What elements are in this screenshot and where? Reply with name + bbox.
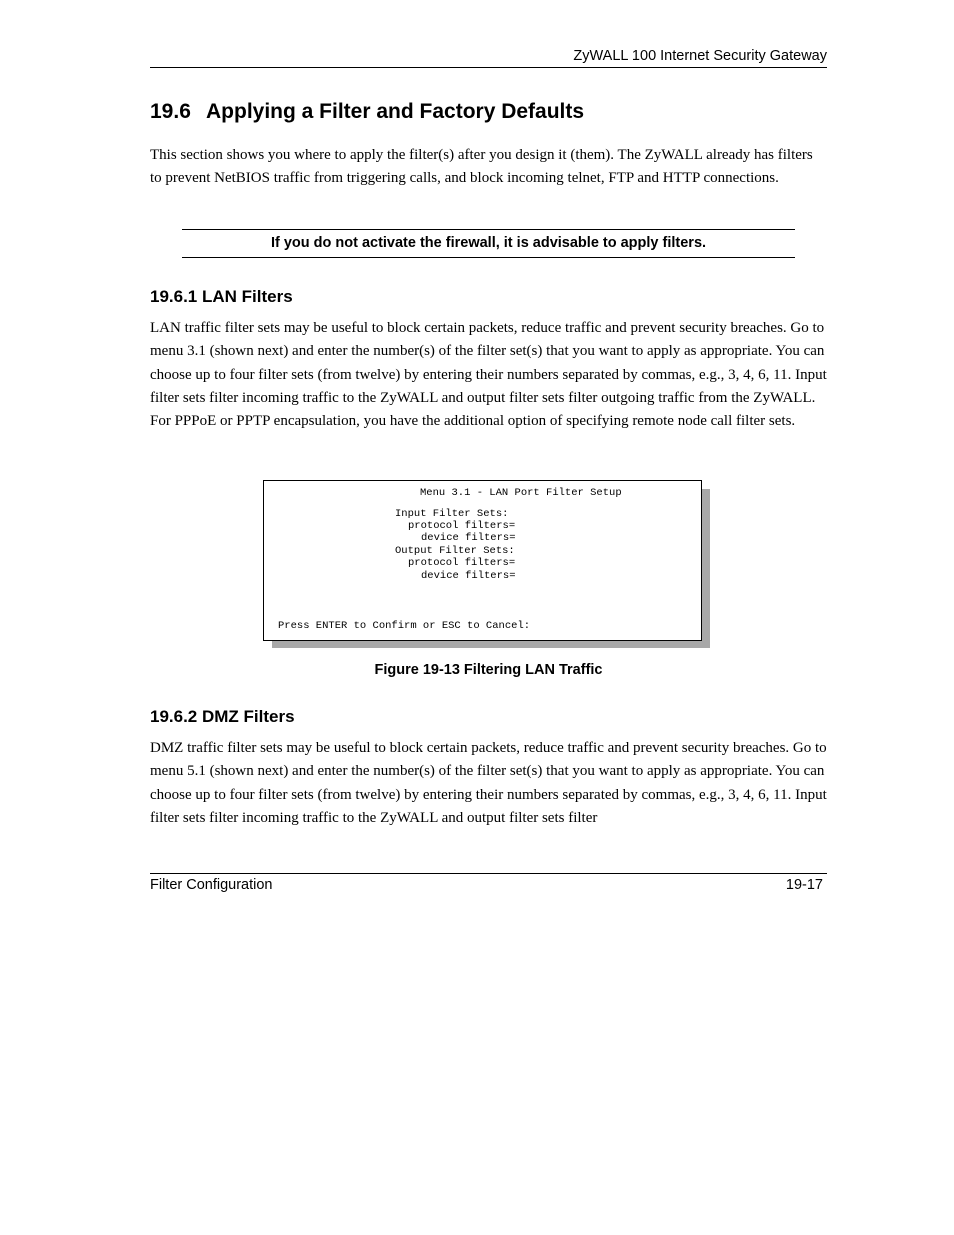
- terminal-title: Menu 3.1 - LAN Port Filter Setup: [420, 487, 622, 499]
- lan-heading: 19.6.1 LAN Filters: [150, 287, 293, 306]
- intro-paragraph: This section shows you where to apply the filter(s) after you design it (them). The ZyWALL already has filters to prevent NetBIOS traffic from triggering calls, and block incoming telnet, FTP and HTTP connections.: [150, 147, 813, 187]
- dmz-heading: 19.6.2 DMZ Filters: [150, 707, 295, 726]
- input-filter-sets-label: Input Filter Sets:: [395, 508, 509, 520]
- section-heading: [150, 98, 584, 126]
- header-title: ZyWALL 100 Internet Security Gateway: [573, 48, 827, 64]
- input-protocol-filters-label: protocol filters=: [408, 520, 516, 532]
- output-protocol-filters-label: protocol filters=: [408, 557, 516, 569]
- dmz-paragraph: DMZ traffic filter sets may be useful to block certain packets, reduce traffic and prevent security breaches. Go to menu 5.1 (shown next) and enter the number(s) of the filter set(s) that you want to apply as appropriate. You can choose up to four filter sets (from twelve) by entering their numbers separated by commas, e.g., 3, 4, 6, 11. Input filter sets filter incoming traffic to the ZyWALL and output filter sets filter: [150, 740, 827, 826]
- terminal-screen: [263, 480, 702, 641]
- lan-paragraph: LAN traffic filter sets may be useful to block certain packets, reduce traffic and prevent security breaches. Go to menu 3.1 (shown next) and enter the number(s) of the filter set(s) that you want to apply as appropriate. You can choose up to four filter sets (from twelve) by entering their numbers separated by commas, e.g., 3, 4, 6, 11. Input filter sets filter incoming traffic to the ZyWALL and output filter sets filter outgoing traffic from the ZyWALL. For PPPoE or PPTP encapsulation, you have the additional option of specifying remote node call filter sets.: [150, 320, 827, 430]
- footer-chapter: Filter Configuration: [150, 877, 273, 893]
- input-device-filters-label: device filters=: [421, 532, 516, 544]
- output-filter-sets-label: Output Filter Sets:: [395, 545, 515, 557]
- terminal-prompt: Press ENTER to Confirm or ESC to Cancel:: [278, 620, 531, 632]
- figure-caption: Figure 19-13 Filtering LAN Traffic: [374, 662, 603, 678]
- note-box: [182, 229, 795, 258]
- page-footer: [150, 873, 827, 894]
- output-device-filters-label: device filters=: [421, 570, 516, 582]
- section-title: Applying a Filter and Factory Defaults: [206, 100, 585, 123]
- footer-page-number: 19-17: [785, 877, 823, 893]
- note-text: If you do not activate the firewall, it is advisable to apply filters.: [270, 235, 707, 251]
- section-number: 19.6: [150, 100, 191, 123]
- page-header: [150, 47, 827, 68]
